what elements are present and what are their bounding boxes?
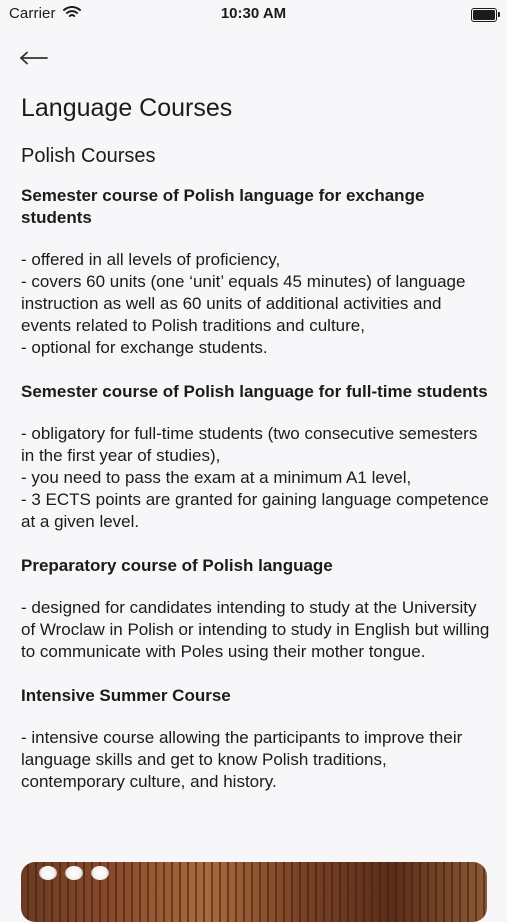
course-title: Semester course of Polish language for full-time students xyxy=(21,382,488,401)
course-exchange xyxy=(21,185,491,359)
section-title: Polish Courses xyxy=(21,145,156,167)
status-time: 10:30 AM xyxy=(220,5,287,22)
course-line: - optional for exchange students. xyxy=(21,338,268,357)
arrow-left-icon xyxy=(18,45,50,71)
course-line: - obligatory for full-time students (two consecutive semesters in the first year of studies), xyxy=(21,424,478,465)
course-preparatory xyxy=(21,555,491,663)
lamp-light xyxy=(91,866,109,880)
course-line: - offered in all levels of proficiency, xyxy=(21,250,281,269)
course-line: - intensive course allowing the participants to improve their language skills and get to know Polish traditions, contemporary culture, and history. xyxy=(21,728,463,791)
lamp-light xyxy=(39,866,57,880)
course-summer xyxy=(21,685,491,793)
lamp-light xyxy=(65,866,83,880)
back-button[interactable] xyxy=(18,45,50,71)
course-line: - covers 60 units (one ‘unit’ equals 45 minutes) of language instruction as well as 60 units of additional activities and events related to Polish traditions and culture, xyxy=(21,272,466,335)
course-description xyxy=(21,249,491,359)
battery-icon xyxy=(471,8,497,22)
course-title: Preparatory course of Polish language xyxy=(21,556,333,575)
course-line: - you need to pass the exam at a minimum A1 level, xyxy=(21,468,412,487)
carrier-label: Carrier xyxy=(9,5,56,22)
course-line: - 3 ECTS points are granted for gaining language competence at a given level. xyxy=(21,490,489,531)
course-title: Intensive Summer Course xyxy=(21,686,231,705)
course-title: Semester course of Polish language for exchange students xyxy=(21,186,425,227)
course-description xyxy=(21,597,491,663)
course-full-time xyxy=(21,381,491,533)
page-title: Language Courses xyxy=(21,94,233,122)
course-description xyxy=(21,423,491,533)
library-photo xyxy=(21,862,487,922)
course-description xyxy=(21,727,491,793)
main-content xyxy=(21,92,491,793)
course-line: - designed for candidates intending to study at the University of Wroclaw in Polish or intending to study in English but willing to communicate with Poles using their mother tongue. xyxy=(21,598,490,661)
status-bar xyxy=(0,0,507,28)
